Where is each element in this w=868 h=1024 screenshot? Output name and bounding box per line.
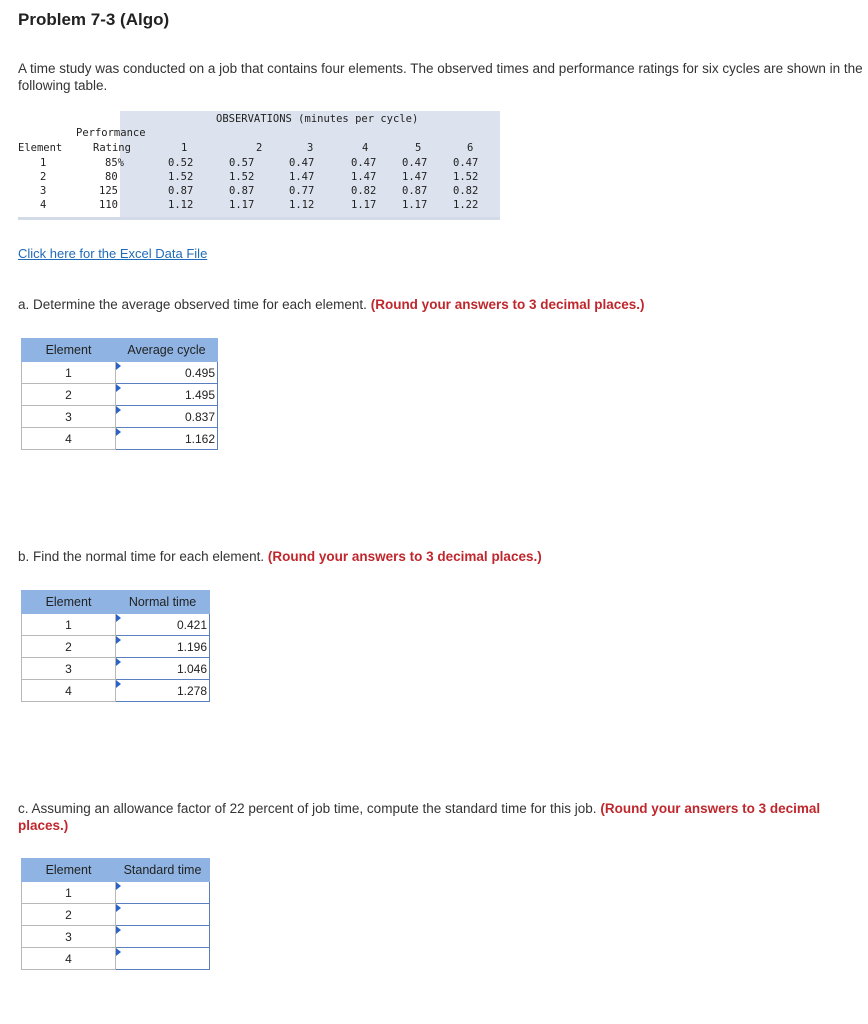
cycle-header: 3 — [307, 142, 314, 154]
cycle-header: 1 — [181, 142, 188, 154]
obs-value: 0.52 — [168, 157, 194, 169]
part-c-question — [18, 800, 863, 834]
average-cycle-input[interactable] — [116, 428, 218, 450]
standard-time-input[interactable] — [116, 882, 210, 904]
average-cycle-value: 0.495 — [184, 365, 215, 380]
obs-value: 0.82 — [351, 185, 377, 197]
obs-value: 1.12 — [289, 199, 315, 211]
element-number: 4 — [22, 428, 116, 450]
part-b-answer-table — [21, 590, 210, 702]
standard-time-input[interactable] — [116, 904, 210, 926]
cell-marker-icon — [116, 658, 121, 666]
part-a-instruction: (Round your answers to 3 decimal places.) — [370, 297, 645, 312]
element-number: 3 — [22, 406, 116, 428]
obs-value: 1.47 — [351, 171, 377, 183]
obs-value: 0.47 — [351, 157, 377, 169]
average-cycle-value: 1.495 — [184, 387, 215, 402]
cell-marker-icon — [116, 384, 121, 392]
average-cycle-input[interactable] — [116, 406, 218, 428]
obs-value: 0.47 — [402, 157, 428, 169]
normal-time-input[interactable] — [116, 636, 210, 658]
normal-time-value: 1.278 — [176, 683, 207, 698]
obs-rating: 80 — [105, 171, 118, 183]
element-number: 3 — [22, 926, 116, 948]
obs-rating: 125 — [99, 185, 118, 197]
element-number: 4 — [22, 680, 116, 702]
obs-value: 0.87 — [229, 185, 255, 197]
obs-value: 1.17 — [351, 199, 377, 211]
element-number: 4 — [22, 948, 116, 970]
obs-value: 1.47 — [402, 171, 428, 183]
part-b-question — [18, 548, 863, 565]
obs-value: 1.52 — [229, 171, 255, 183]
obs-element: 1 — [40, 157, 47, 169]
obs-element: 4 — [40, 199, 47, 211]
col-header-element: Element — [22, 591, 116, 614]
col-header-normal-time: Normal time — [116, 591, 210, 614]
obs-value: 1.52 — [168, 171, 194, 183]
element-number: 1 — [22, 614, 116, 636]
rating-header-line1: Performance — [76, 127, 146, 139]
element-number: 1 — [22, 362, 116, 384]
normal-time-value: 0.421 — [176, 617, 207, 632]
element-number: 2 — [22, 384, 116, 406]
obs-element: 2 — [40, 171, 47, 183]
obs-value: 1.47 — [289, 171, 315, 183]
element-number: 1 — [22, 882, 116, 904]
rating-header-line2: Rating — [93, 142, 131, 154]
normal-time-input[interactable] — [116, 680, 210, 702]
cell-marker-icon — [116, 362, 121, 370]
obs-value: 0.77 — [289, 185, 315, 197]
average-cycle-value: 1.162 — [184, 431, 215, 446]
obs-value: 0.57 — [229, 157, 255, 169]
cycle-header: 5 — [415, 142, 422, 154]
normal-time-value: 1.046 — [176, 661, 207, 676]
element-number: 3 — [22, 658, 116, 680]
obs-value: 1.17 — [229, 199, 255, 211]
obs-rating: 85% — [105, 157, 124, 169]
part-a-answer-table — [21, 338, 218, 450]
obs-value: 0.87 — [402, 185, 428, 197]
obs-value: 1.12 — [168, 199, 194, 211]
cycle-header: 4 — [362, 142, 369, 154]
normal-time-input[interactable] — [116, 614, 210, 636]
cell-marker-icon — [116, 636, 121, 644]
obs-value: 1.22 — [453, 199, 479, 211]
part-a-question-text: a. Determine the average observed time for each element. — [18, 297, 367, 312]
intro-text: A time study was conducted on a job that contains four elements. The observed times and performance ratings for six cycles are shown in the following table. — [18, 61, 863, 93]
cell-marker-icon — [116, 680, 121, 688]
normal-time-input[interactable] — [116, 658, 210, 680]
part-c-instruction: (Round your answers to 3 decimal places.) — [18, 801, 821, 833]
obs-value: 1.17 — [402, 199, 428, 211]
cell-marker-icon — [116, 882, 121, 890]
cell-marker-icon — [116, 926, 121, 934]
obs-value: 0.47 — [453, 157, 479, 169]
obs-value: 0.82 — [453, 185, 479, 197]
standard-time-input[interactable] — [116, 926, 210, 948]
obs-value: 0.47 — [289, 157, 315, 169]
obs-element: 3 — [40, 185, 47, 197]
part-c-answer-table — [21, 858, 210, 970]
average-cycle-input[interactable] — [116, 362, 218, 384]
cycle-header: 2 — [256, 142, 263, 154]
obs-value: 0.87 — [168, 185, 194, 197]
observations-table — [18, 111, 500, 221]
col-header-average-cycle: Average cycle — [116, 339, 218, 362]
part-b-instruction: (Round your answers to 3 decimal places.) — [267, 549, 542, 564]
normal-time-value: 1.196 — [176, 639, 207, 654]
page-title: Problem 7-3 (Algo) — [18, 10, 170, 29]
element-number: 2 — [22, 904, 116, 926]
element-header: Element — [18, 142, 63, 154]
observations-bottom-rule — [18, 217, 500, 220]
average-cycle-input[interactable] — [116, 384, 218, 406]
obs-rating: 110 — [99, 199, 118, 211]
cell-marker-icon — [116, 948, 121, 956]
element-number: 2 — [22, 636, 116, 658]
obs-value: 1.52 — [453, 171, 479, 183]
standard-time-input[interactable] — [116, 948, 210, 970]
col-header-standard-time: Standard time — [116, 859, 210, 882]
excel-data-link[interactable]: Click here for the Excel Data File — [18, 246, 208, 261]
average-cycle-value: 0.837 — [184, 409, 215, 424]
observations-caption: OBSERVATIONS (minutes per cycle) — [216, 113, 419, 125]
part-b-question-text: b. Find the normal time for each element. — [18, 549, 265, 564]
cell-marker-icon — [116, 428, 121, 436]
col-header-element: Element — [22, 859, 116, 882]
cell-marker-icon — [116, 406, 121, 414]
cycle-header: 6 — [467, 142, 474, 154]
cell-marker-icon — [116, 904, 121, 912]
col-header-element: Element — [22, 339, 116, 362]
part-a-question — [18, 296, 863, 313]
part-c-question-text: c. Assuming an allowance factor of 22 percent of job time, compute the standard time for this job. — [18, 801, 597, 816]
cell-marker-icon — [116, 614, 121, 622]
